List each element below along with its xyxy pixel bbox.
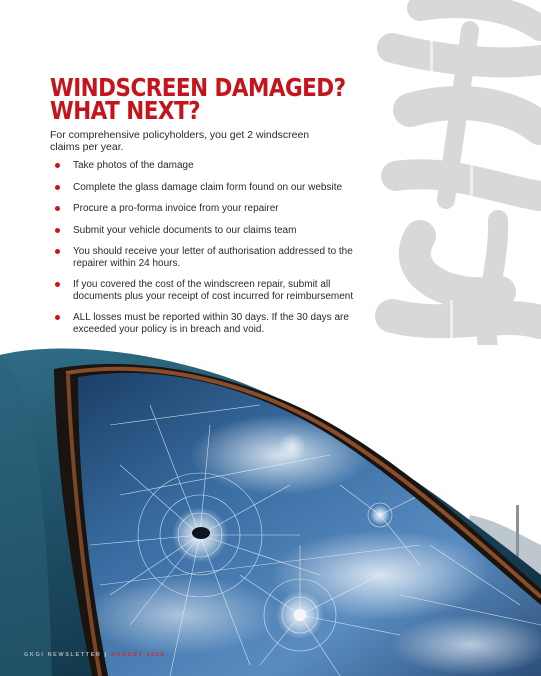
page-title xyxy=(50,73,346,125)
red-dot-icon xyxy=(55,185,60,190)
list-item xyxy=(52,203,370,215)
step-text: Complete the glass damage claim form found on our website xyxy=(73,181,343,193)
list-item xyxy=(52,182,370,194)
step-text: Take photos of the damage xyxy=(73,160,194,171)
title-line-2: WHAT NEXT? xyxy=(50,96,201,125)
footer-separator: | xyxy=(104,652,108,658)
step-text: You should receive your letter of authorisation addressed to the repairer within 24 hours. xyxy=(73,246,353,269)
step-text: ALL losses must be reported within 30 days. If the 30 days are exceeded your policy is in breach and void. xyxy=(73,312,349,335)
list-item xyxy=(52,279,370,302)
steps-list xyxy=(52,160,370,345)
step-text: Submit your vehicle documents to our claims team xyxy=(73,224,297,236)
red-dot-icon xyxy=(55,249,60,254)
list-item xyxy=(52,246,370,269)
list-item xyxy=(52,160,370,172)
list-item xyxy=(52,312,370,335)
intro-text: For comprehensive policyholders, you get 2 windscreen claims per year. xyxy=(50,129,310,153)
step-text: If you covered the cost of the windscreen repair, submit all documents plus your receipt of cost incurred for reimbursement xyxy=(73,279,354,302)
red-dot-icon xyxy=(55,282,60,287)
red-dot-icon xyxy=(55,228,60,233)
red-dot-icon xyxy=(55,163,60,168)
red-dot-icon xyxy=(55,206,60,211)
step-text: Procure a pro-forma invoice from your repairer xyxy=(73,203,279,214)
publication-name: GKGI NEWSLETTER xyxy=(24,652,102,658)
cracked-windscreen-photo xyxy=(0,345,541,676)
issue-date: AUGUST 2020 xyxy=(110,652,166,658)
title-line-1: WINDSCREEN DAMAGED? xyxy=(50,73,346,102)
red-dot-icon xyxy=(55,315,60,320)
footer xyxy=(24,652,165,658)
list-item xyxy=(52,225,370,237)
